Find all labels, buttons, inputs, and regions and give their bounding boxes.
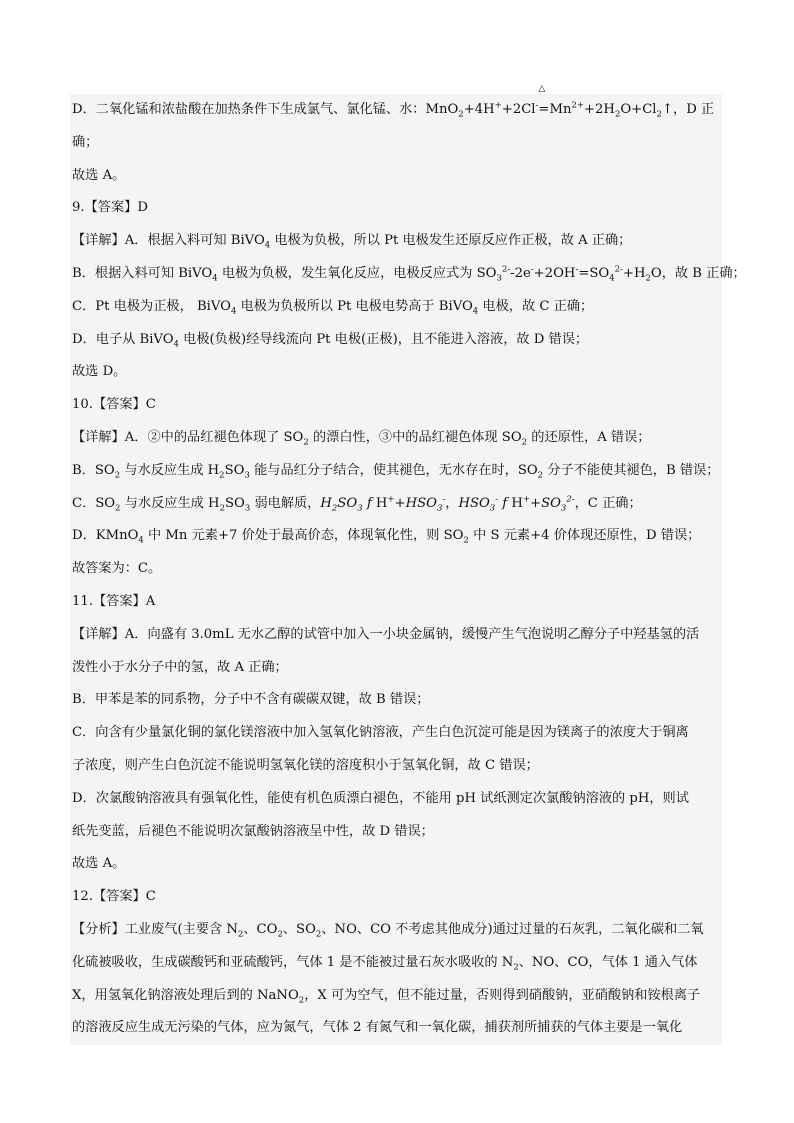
text-line: C．Pt 电极为正极， BiVO$_4$ 电极为负极所以 Pt 电极电势高于 BiVO$_4$ 电极，故 C 正确； [72, 298, 594, 317]
text-line: 子浓度，则产生白色沉淀不能说明氢氧化镁的溶度积小于氢氧化铜，故 C 错误； [72, 757, 539, 773]
text-line: 【详解】A．②中的品红褪色体现了 $SO_2$ 的漂白性，③中的品红褪色体现 $SO_2$ 的还原性，A 错误； [72, 429, 651, 448]
text-line: 泼性小于水分子中的氢，故 A 正确； [72, 659, 288, 675]
text-line: 【详解】A．根据入料可知 BiVO$_4$ 电极为负极，所以 Pt 电极发生还原反应作正极，故 A 正确； [72, 233, 632, 251]
text-line: 11.【答案】A [72, 593, 156, 609]
text-line: 【详解】A．向盛有 3.0mL 无水乙醇的试管中加入一小块金属钠，缓慢产生气泡说明乙醇分子中羟基氢的活 [72, 626, 700, 642]
text-line: D．电子从 BiVO$_4$ 电极(负极)经导线流向 Pt 电极(正极)，且不能进入溶液，故 D 错误； [72, 331, 589, 350]
text-line: 的溶液反应生成无污染的气体，应为氮气，气体 2 有氮气和一氧化碳，捕获剂所捕获的气体主要是一氧化 [72, 1020, 683, 1036]
text-line: D．次氯酸钠溶液具有强氧化性，能使有机色质漂白褪色，不能用 pH 试纸测定次氯酸钠溶液的 pH，则试 [72, 790, 689, 806]
text-line: X，用氢氧化钠溶液处理后到的 NaNO$_2$，X 可为空气，但不能过量，否则得到硝酸钠，亚硝酸钠和铵根离子 [72, 987, 701, 1006]
text-line: D．KMnO$_4$ 中 Mn 元素+7 价处于最高价态，体现氧化性，则 $SO_2$ 中 S 元素+4 价体现还原性，D 错误； [72, 528, 701, 546]
text-line: D．二氧化锰和浓盐酸在加热条件下生成氯气、氯化锰、水：MnO$_2$+4H++2Cl- △ $=Mn^{2+}+2H_2O+Cl_2↑$，D 正 [72, 84, 715, 120]
text-line: 9.【答案】D [72, 200, 148, 216]
text-line: C．$SO_2$ 与水反应生成 $H_2SO_3$ 弱电解质，$H_2SO_3$ f $H^++HSO_3^-$，$HSO_3^-$ f $H^++SO_3^{2-}$，C 正确； [72, 494, 642, 514]
text-line: C．向含有少量氯化铜的氯化镁溶液中加入氢氧化钠溶液，产生白色沉淀可能是因为镁离子的浓度大于铜离 [72, 725, 689, 741]
text-line: 确； [72, 134, 99, 150]
text-line: 12.【答案】C [72, 889, 156, 905]
text-line: 10.【答案】C [72, 397, 156, 413]
text-line: 纸先变蓝，后褪色不能说明次氯酸钠溶液呈中性，故 D 错误； [72, 823, 434, 839]
text-line: B．$SO_2$ 与水反应生成 $H_2SO_3$ 能与品红分子结合，使其褪色，无水存在时，$SO_2$ 分子不能使其褪色，B 错误； [72, 462, 720, 481]
text-line: 故选 A。 [72, 856, 126, 872]
text-line: 【分析】工业废气(主要含 $N_2$、$CO_2$、$SO_2$、NO、CO 不考虑其他成分)通过过量的石灰乳，二氧化碳和二氧 [72, 921, 704, 940]
text-line: 故答案为：C。 [72, 561, 162, 577]
text-line: B．甲苯是苯的同系物，分子中不含有碳碳双键，故 B 错误； [72, 692, 430, 708]
text-line: 化硫被吸收，生成碳酸钙和亚硫酸钙，气体 1 是不能被过量石灰水吸收的 $N_2$、NO、CO，气体 1 通入气体 [72, 954, 698, 973]
text-line: 故选 D。 [72, 364, 127, 380]
document-body [70, 84, 746, 1045]
text-line: B．根据入料可知 BiVO$_4$ 电极为负极，发生氧化反应，电极反应式为 $SO_3^{2-}-2e^-+2OH^-=SO_4^{2-}+H_2O$，故 B 正确； [72, 264, 746, 284]
text-line: 故选 A。 [72, 167, 126, 183]
